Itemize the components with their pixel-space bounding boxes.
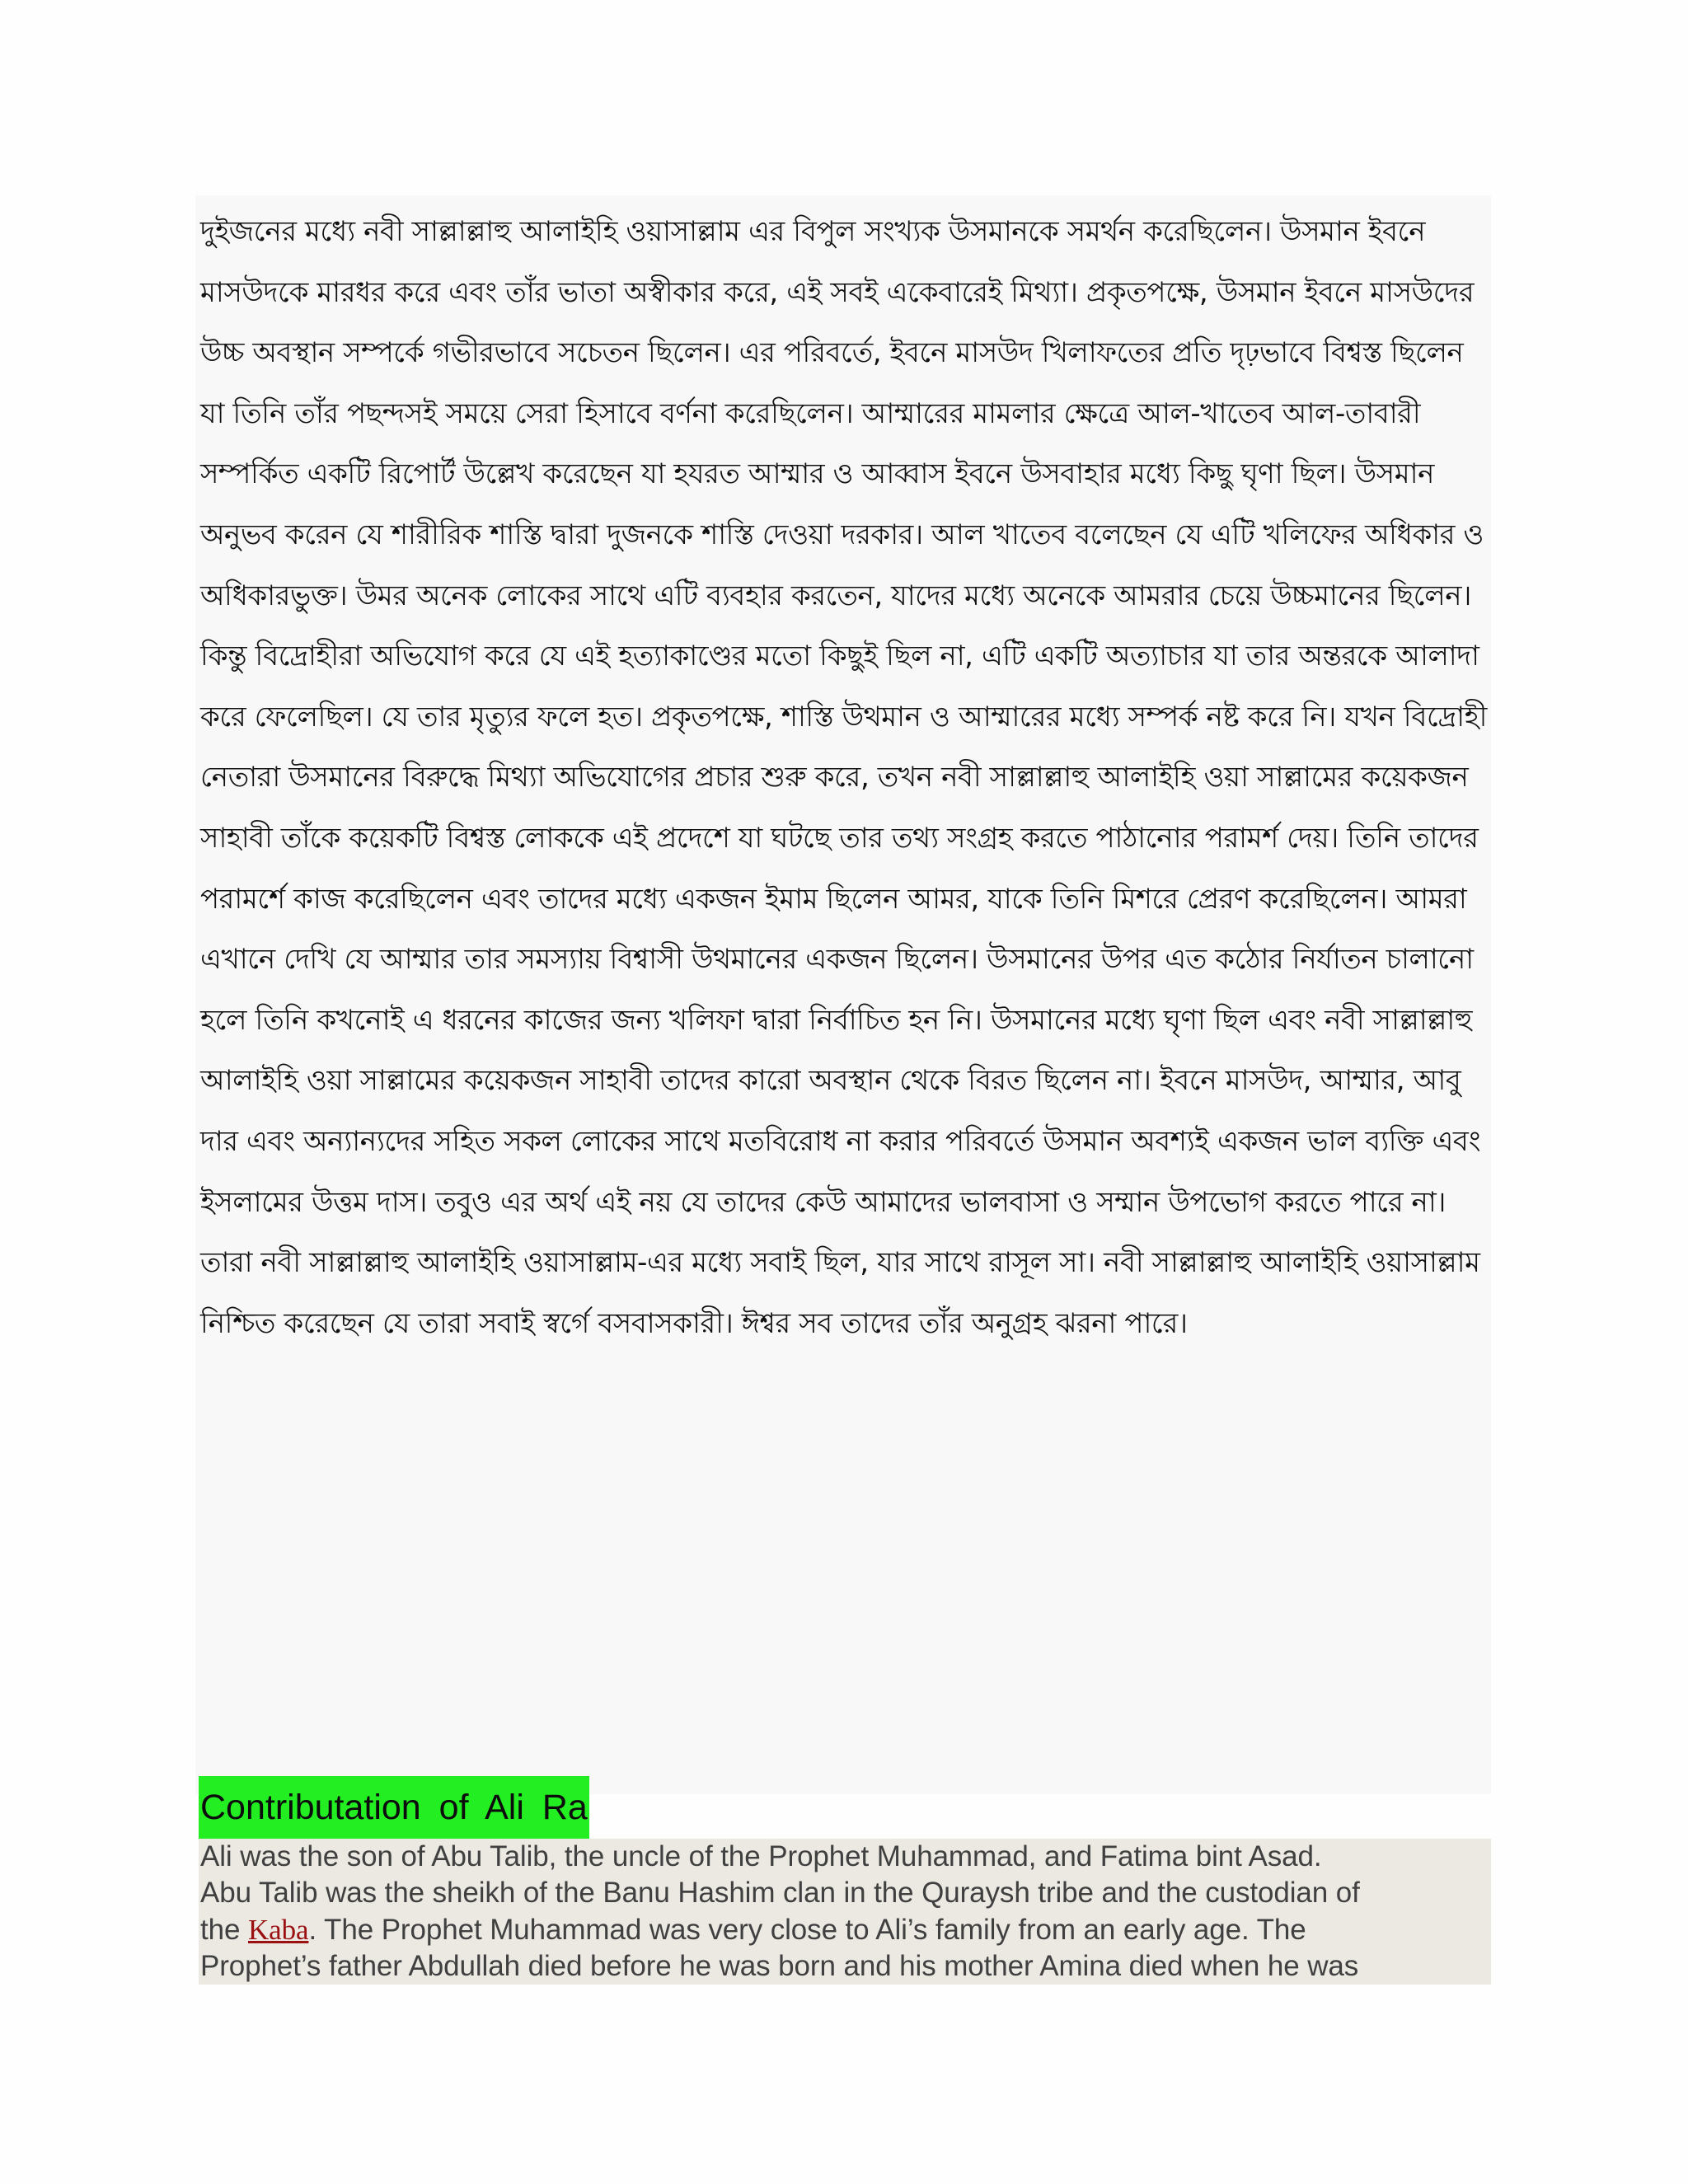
english-line-4: Prophet’s father Abdullah died before he was born and his mother Amina died when he was — [200, 1949, 1359, 1982]
english-line-2: Abu Talib was the sheikh of the Banu Hashim clan in the Quraysh tribe and the custodian of — [200, 1877, 1360, 1910]
english-line-3-prefix: the — [200, 1913, 248, 1946]
english-line-3-suffix: . The Prophet Muhammad was very close to Ali’s family from an early age. The — [308, 1913, 1306, 1946]
bengali-text-block — [195, 195, 1491, 1794]
section-heading — [199, 1776, 589, 1839]
english-paragraph — [199, 1839, 1491, 1985]
english-line-1: Ali was the son of Abu Talib, the uncle of the Prophet Muhammad, and Fatima bint Asad. — [200, 1840, 1322, 1872]
kaba-link[interactable]: Kaba — [247, 1913, 309, 1946]
bengali-paragraph: দুইজনের মধ্যে নবী সাল্লাল্লাহু আলাইহি ওয়াসাল্লাম এর বিপুল সংখ্যক উসমানকে সমর্থন করেছিলেন। উসমান ইবনে মাসউদকে মারধর করে এবং তাঁর ভাতা অস্বীকার করে, এই সবই একেবারেই মিথ্যা। প্রকৃতপক্ষে, উসমান ইবনে মাসউদের উচ্চ অবস্থান সম্পর্কে গভীরভাবে সচেতন ছিলেন। এর পরিবর্তে, ইবনে মাসউদ খিলাফতের প্রতি দৃঢ়ভাবে বিশ্বস্ত ছিলেন যা তিনি তাঁর পছন্দসই সময়ে সেরা হিসাবে বর্ণনা করেছিলেন। আম্মারের মামলার ক্ষেত্রে আল-খাতেব আল-তাবারী সম্পর্কিত একটি রিপোর্ট উল্লেখ করেছেন যা হযরত আম্মার ও আব্বাস ইবনে উসবাহার মধ্যে কিছু ঘৃণা ছিল। উসমান অনুভব করেন যে শারীরিক শাস্তি দ্বারা দুজনকে শাস্তি দেওয়া দরকার। আল খাতেব বলেছেন যে এটি খলিফের অধিকার ও অধিকারভুক্ত। উমর অনেক লোকের সাথে এটি ব্যবহার করতেন, যাদের মধ্যে অনেকে আমরার চেয়ে উচ্চমানের ছিলেন। কিন্তু বিদ্রোহীরা অভিযোগ করে যে এই হত্যাকাণ্ডের মতো কিছুই ছিল না, এটি একটি অত্যাচার যা তার অন্তরকে আলাদা করে ফেলেছিল। যে তার মৃত্যুর ফলে হত। প্রকৃতপক্ষে, শাস্তি উথমান ও আম্মারের মধ্যে সম্পর্ক নষ্ট করে নি। যখন বিদ্রোহী নেতারা উসমানের বিরুদ্ধে মিথ্যা অভিযোগের প্রচার শুরু করে, তখন নবী সাল্লাল্লাহু আলাইহি ওয়া সাল্লামের কয়েকজন সাহাবী তাঁকে কয়েকটি বিশ্বস্ত লোককে এই প্রদেশে যা ঘটছে তার তথ্য সংগ্রহ করতে পাঠানোর পরামর্শ দেয়। তিনি তাদের পরামর্শে কাজ করেছিলেন এবং তাদের মধ্যে একজন ইমাম ছিলেন আমর, যাকে তিনি মিশরে প্রেরণ করেছিলেন। আমরা এখানে দেখি যে আম্মার তার সমস্যায় বিশ্বাসী উথমানের একজন ছিলেন। উসমানের উপর এত কঠোর নির্যাতন চালানো হলে তিনি কখনোই এ ধরনের কাজের জন্য খলিফা দ্বারা নির্বাচিত হন নি। উসমানের মধ্যে ঘৃণা ছিল এবং নবী সাল্লাল্লাহু আলাইহি ওয়া সাল্লামের কয়েকজন সাহাবী তাদের কারো অবস্থান থেকে বিরত ছিলেন না। ইবনে মাসউদ, আম্মার, আবু দার এবং অন্যান্যদের সহিত সকল লোকের সাথে মতবিরোধ না করার পরিবর্তে উসমান অবশ্যই একজন ভাল ব্যক্তি এবং ইসলামের উত্তম দাস। তবুও এর অর্থ এই নয় যে তাদের কেউ আমাদের ভালবাসা ও সম্মান উপভোগ করতে পারে না। তারা নবী সাল্লাল্লাহু আলাইহি ওয়াসাল্লাম-এর মধ্যে সবাই ছিল, যার সাথে রাসূল সা। নবী সাল্লাল্লাহু আলাইহি ওয়াসাল্লাম নিশ্চিত করেছেন যে তারা সবাই স্বর্গে বসবাসকারী। ঈশ্বর সব তাদের তাঁর অনুগ্রহ ঝরনা পারে। — [200, 215, 1487, 1340]
english-text-block — [199, 1839, 1491, 1985]
section-heading-text: Contributation of Ali Ra — [200, 1787, 588, 1827]
